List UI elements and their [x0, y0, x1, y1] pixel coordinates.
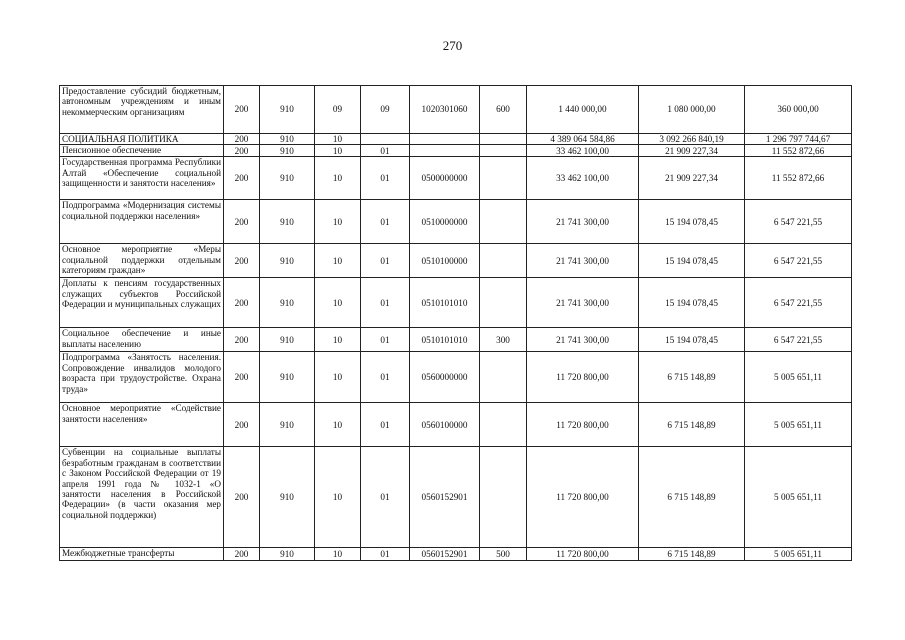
cell-expense-type: 600 — [480, 86, 527, 134]
table-row — [60, 200, 852, 244]
cell-amount-1: 1 440 000,00 — [527, 86, 639, 134]
cell-amount-2: 15 194 078,45 — [639, 200, 745, 244]
cell-section: 10 — [315, 157, 361, 200]
cell-code-2: 910 — [260, 157, 315, 200]
cell-expense-type — [480, 278, 527, 328]
table-row — [60, 244, 852, 278]
cell-code-1: 200 — [224, 403, 260, 447]
cell-target-article — [410, 145, 480, 157]
cell-amount-3: 6 547 221,55 — [745, 278, 852, 328]
cell-code-1: 200 — [224, 157, 260, 200]
cell-code-1: 200 — [224, 200, 260, 244]
cell-subsection: 01 — [361, 548, 410, 561]
table-row — [60, 548, 852, 561]
cell-target-article: 0510100000 — [410, 244, 480, 278]
cell-amount-3: 6 547 221,55 — [745, 200, 852, 244]
cell-amount-2: 15 194 078,45 — [639, 278, 745, 328]
cell-amount-1: 21 741 300,00 — [527, 278, 639, 328]
page-number: 270 — [442, 38, 463, 53]
cell-row-name: Подпрограмма «Модернизация системы социальной поддержки населения» — [60, 200, 224, 244]
cell-subsection: 01 — [361, 278, 410, 328]
cell-code-2: 910 — [260, 244, 315, 278]
cell-subsection: 01 — [361, 328, 410, 352]
cell-amount-2: 21 909 227,34 — [639, 145, 745, 157]
cell-code-1: 200 — [224, 548, 260, 561]
cell-amount-1: 11 720 800,00 — [527, 403, 639, 447]
cell-expense-type — [480, 352, 527, 403]
cell-code-1: 200 — [224, 447, 260, 548]
cell-section: 10 — [315, 447, 361, 548]
cell-row-name: СОЦИАЛЬНАЯ ПОЛИТИКА — [60, 134, 224, 145]
cell-amount-1: 11 720 800,00 — [527, 352, 639, 403]
cell-amount-3: 5 005 651,11 — [745, 352, 852, 403]
cell-subsection: 01 — [361, 244, 410, 278]
cell-section: 10 — [315, 548, 361, 561]
cell-code-2: 910 — [260, 145, 315, 157]
cell-amount-2: 6 715 148,89 — [639, 548, 745, 561]
cell-code-2: 910 — [260, 447, 315, 548]
table-row — [60, 157, 852, 200]
cell-section: 10 — [315, 352, 361, 403]
cell-amount-3: 5 005 651,11 — [745, 403, 852, 447]
cell-target-article: 0510000000 — [410, 200, 480, 244]
cell-section: 10 — [315, 403, 361, 447]
cell-code-1: 200 — [224, 352, 260, 403]
table-row — [60, 278, 852, 328]
cell-target-article: 0500000000 — [410, 157, 480, 200]
cell-row-name: Доплаты к пенсиям государственных служащих субъектов Российской Федерации и муниципальных служащих — [60, 278, 224, 328]
cell-amount-1: 4 389 064 584,86 — [527, 134, 639, 145]
cell-row-name: Подпрограмма «Занятость населения. Сопровождение инвалидов молодого возраста при трудоустройстве. Охрана труда» — [60, 352, 224, 403]
cell-row-name: Государственная программа Республики Алтай «Обеспечение социальной защищенности и занятости населения» — [60, 157, 224, 200]
cell-row-name: Основное мероприятие «Содействие занятости населения» — [60, 403, 224, 447]
cell-row-name: Основное мероприятие «Меры социальной поддержки отдельным категориям граждан» — [60, 244, 224, 278]
cell-code-1: 200 — [224, 86, 260, 134]
cell-code-1: 200 — [224, 145, 260, 157]
cell-amount-1: 11 720 800,00 — [527, 548, 639, 561]
cell-amount-2: 1 080 000,00 — [639, 86, 745, 134]
cell-section: 10 — [315, 134, 361, 145]
cell-code-2: 910 — [260, 200, 315, 244]
cell-subsection: 01 — [361, 145, 410, 157]
cell-amount-3: 1 296 797 744,67 — [745, 134, 852, 145]
cell-amount-3: 11 552 872,66 — [745, 157, 852, 200]
cell-amount-2: 15 194 078,45 — [639, 328, 745, 352]
cell-expense-type — [480, 157, 527, 200]
cell-amount-1: 11 720 800,00 — [527, 447, 639, 548]
cell-amount-2: 6 715 148,89 — [639, 403, 745, 447]
cell-target-article: 0560152901 — [410, 548, 480, 561]
cell-code-2: 910 — [260, 278, 315, 328]
cell-row-name: Пенсионное обеспечение — [60, 145, 224, 157]
cell-subsection: 01 — [361, 157, 410, 200]
cell-amount-1: 21 741 300,00 — [527, 328, 639, 352]
cell-row-name: Межбюджетные трансферты — [60, 548, 224, 561]
cell-amount-3: 5 005 651,11 — [745, 447, 852, 548]
cell-target-article: 0560000000 — [410, 352, 480, 403]
cell-amount-3: 360 000,00 — [745, 86, 852, 134]
cell-amount-1: 21 741 300,00 — [527, 200, 639, 244]
cell-amount-3: 5 005 651,11 — [745, 548, 852, 561]
cell-amount-1: 33 462 100,00 — [527, 145, 639, 157]
cell-code-1: 200 — [224, 244, 260, 278]
cell-section: 10 — [315, 145, 361, 157]
cell-amount-3: 6 547 221,55 — [745, 244, 852, 278]
cell-subsection: 09 — [361, 86, 410, 134]
cell-amount-1: 33 462 100,00 — [527, 157, 639, 200]
cell-target-article: 0560152901 — [410, 447, 480, 548]
cell-section: 09 — [315, 86, 361, 134]
cell-target-article: 0510101010 — [410, 328, 480, 352]
table-row — [60, 328, 852, 352]
cell-subsection — [361, 134, 410, 145]
cell-code-2: 910 — [260, 328, 315, 352]
cell-amount-3: 11 552 872,66 — [745, 145, 852, 157]
cell-code-1: 200 — [224, 278, 260, 328]
cell-code-1: 200 — [224, 134, 260, 145]
cell-amount-2: 6 715 148,89 — [639, 447, 745, 548]
cell-code-2: 910 — [260, 352, 315, 403]
table-row — [60, 352, 852, 403]
table-row — [60, 447, 852, 548]
cell-amount-1: 21 741 300,00 — [527, 244, 639, 278]
budget-table — [59, 85, 852, 561]
cell-section: 10 — [315, 278, 361, 328]
table-row — [60, 86, 852, 134]
cell-code-2: 910 — [260, 403, 315, 447]
cell-amount-2: 15 194 078,45 — [639, 244, 745, 278]
cell-expense-type — [480, 447, 527, 548]
cell-section: 10 — [315, 328, 361, 352]
cell-amount-3: 6 547 221,55 — [745, 328, 852, 352]
cell-code-2: 910 — [260, 548, 315, 561]
cell-subsection: 01 — [361, 403, 410, 447]
cell-target-article: 0560100000 — [410, 403, 480, 447]
cell-expense-type — [480, 403, 527, 447]
cell-target-article: 1020301060 — [410, 86, 480, 134]
cell-amount-2: 6 715 148,89 — [639, 352, 745, 403]
table-row — [60, 134, 852, 145]
cell-expense-type — [480, 200, 527, 244]
table-row — [60, 403, 852, 447]
cell-subsection: 01 — [361, 200, 410, 244]
cell-expense-type — [480, 145, 527, 157]
cell-expense-type: 500 — [480, 548, 527, 561]
cell-row-name: Субвенции на социальные выплаты безработным гражданам в соответствии с Законом Российской Федерации от 19 апреля 1991 года № 1032-1 «О занятости населения в Российской Федерации» (в части оказания мер социальной поддержки) — [60, 447, 224, 548]
cell-amount-2: 3 092 266 840,19 — [639, 134, 745, 145]
table-row — [60, 145, 852, 157]
cell-subsection: 01 — [361, 352, 410, 403]
cell-section: 10 — [315, 200, 361, 244]
cell-expense-type — [480, 134, 527, 145]
cell-target-article: 0510101010 — [410, 278, 480, 328]
cell-row-name: Предоставление субсидий бюджетным, автономным учреждениям и иным некоммерческим организациям — [60, 86, 224, 134]
cell-code-2: 910 — [260, 134, 315, 145]
cell-code-1: 200 — [224, 328, 260, 352]
cell-expense-type: 300 — [480, 328, 527, 352]
cell-row-name: Социальное обеспечение и иные выплаты населению — [60, 328, 224, 352]
cell-amount-2: 21 909 227,34 — [639, 157, 745, 200]
cell-subsection: 01 — [361, 447, 410, 548]
cell-code-2: 910 — [260, 86, 315, 134]
cell-target-article — [410, 134, 480, 145]
cell-section: 10 — [315, 244, 361, 278]
cell-expense-type — [480, 244, 527, 278]
